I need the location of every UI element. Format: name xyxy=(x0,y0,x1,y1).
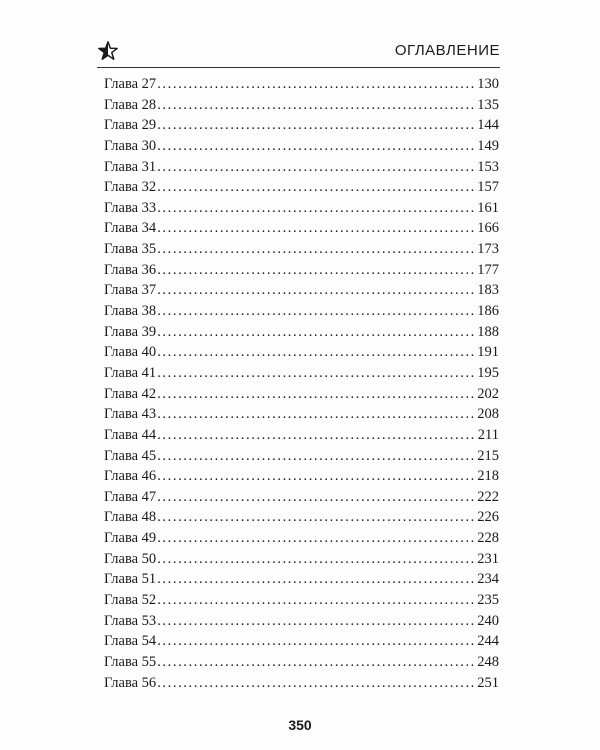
chapter-page-number: 234 xyxy=(477,571,499,588)
toc-entry xyxy=(104,569,499,590)
chapter-label: Глава 53 xyxy=(104,612,157,629)
chapter-label: Глава 46 xyxy=(104,468,157,485)
chapter-page-number: 183 xyxy=(477,282,499,299)
toc-entry xyxy=(104,631,499,652)
dot-leader xyxy=(157,95,476,116)
toc-entry xyxy=(104,404,499,425)
chapter-page-number: 208 xyxy=(477,406,499,423)
chapter-label: Глава 31 xyxy=(104,158,157,175)
toc-entry xyxy=(104,590,499,611)
chapter-page-number: 153 xyxy=(477,158,499,175)
chapter-label: Глава 41 xyxy=(104,364,157,381)
chapter-label: Глава 56 xyxy=(104,674,157,691)
dot-leader xyxy=(157,239,476,260)
chapter-page-number: 144 xyxy=(477,117,499,134)
toc-entry xyxy=(104,74,499,95)
chapter-label: Глава 36 xyxy=(104,261,157,278)
dot-leader xyxy=(157,404,476,425)
chapter-page-number: 130 xyxy=(477,76,499,92)
toc-entry xyxy=(104,363,499,384)
chapter-page-number: 215 xyxy=(477,447,499,464)
chapter-page-number: 173 xyxy=(477,241,499,258)
toc-entry xyxy=(104,652,499,673)
dot-leader xyxy=(157,487,476,508)
dot-leader xyxy=(157,260,476,281)
dot-leader xyxy=(157,673,476,694)
toc-entry xyxy=(104,611,499,632)
chapter-label: Глава 35 xyxy=(104,241,157,258)
dot-leader xyxy=(157,342,476,363)
chapter-page-number: 226 xyxy=(477,509,499,526)
toc-entry xyxy=(104,115,499,136)
dot-leader xyxy=(157,198,476,219)
chapter-page-number: 211 xyxy=(477,426,499,443)
dot-leader xyxy=(157,507,476,528)
toc-entry xyxy=(104,384,499,405)
star-icon xyxy=(97,40,119,62)
dot-leader xyxy=(157,177,476,198)
chapter-label: Глава 50 xyxy=(104,550,157,567)
chapter-label: Глава 32 xyxy=(104,179,157,196)
toc-entry xyxy=(104,446,499,467)
chapter-label: Глава 47 xyxy=(104,488,157,505)
dot-leader xyxy=(157,611,476,632)
toc-entry xyxy=(104,322,499,343)
chapter-label: Глава 45 xyxy=(104,447,157,464)
dot-leader xyxy=(157,652,476,673)
chapter-label: Глава 30 xyxy=(104,137,157,154)
chapter-page-number: 177 xyxy=(477,261,499,278)
page-header xyxy=(97,40,500,64)
chapter-label: Глава 29 xyxy=(104,117,157,134)
chapter-page-number: 251 xyxy=(477,674,499,691)
toc-entry xyxy=(104,549,499,570)
toc-entry xyxy=(104,218,499,239)
chapter-page-number: 161 xyxy=(477,199,499,216)
chapter-label: Глава 34 xyxy=(104,220,157,237)
dot-leader xyxy=(157,446,476,467)
dot-leader xyxy=(157,384,476,405)
chapter-label: Глава 48 xyxy=(104,509,157,526)
chapter-page-number: 195 xyxy=(477,364,499,381)
chapter-label: Глава 39 xyxy=(104,323,157,340)
dot-leader xyxy=(157,218,476,239)
toc-entry xyxy=(104,95,499,116)
chapter-label: Глава 52 xyxy=(104,592,157,609)
chapter-page-number: 228 xyxy=(477,530,499,547)
dot-leader xyxy=(157,322,476,343)
chapter-page-number: 202 xyxy=(477,385,499,402)
dot-leader xyxy=(157,549,476,570)
toc-entry xyxy=(104,342,499,363)
chapter-label: Глава 49 xyxy=(104,530,157,547)
toc-entry xyxy=(104,177,499,198)
dot-leader xyxy=(157,569,476,590)
toc-entry xyxy=(104,198,499,219)
chapter-label: Глава 38 xyxy=(104,303,157,320)
dot-leader xyxy=(157,363,476,384)
chapter-page-number: 188 xyxy=(477,323,499,340)
toc-entry xyxy=(104,280,499,301)
chapter-label: Глава 54 xyxy=(104,633,157,650)
chapter-label: Глава 28 xyxy=(104,96,157,113)
chapter-label: Глава 43 xyxy=(104,406,157,423)
chapter-page-number: 157 xyxy=(477,179,499,196)
toc-entry xyxy=(104,507,499,528)
chapter-label: Глава 55 xyxy=(104,653,157,670)
chapter-label: Глава 33 xyxy=(104,199,157,216)
dot-leader xyxy=(157,157,476,178)
toc-entry xyxy=(104,136,499,157)
chapter-label: Глава 51 xyxy=(104,571,157,588)
chapter-label: Глава 27 xyxy=(104,76,157,92)
toc-entry xyxy=(104,673,499,694)
chapter-page-number: 149 xyxy=(477,137,499,154)
dot-leader xyxy=(157,74,476,95)
toc-entry xyxy=(104,260,499,281)
chapter-page-number: 135 xyxy=(477,96,499,113)
chapter-page-number: 218 xyxy=(477,468,499,485)
dot-leader xyxy=(157,466,476,487)
toc-entry xyxy=(104,301,499,322)
header-divider xyxy=(97,67,500,68)
chapter-label: Глава 40 xyxy=(104,344,157,361)
toc-entry xyxy=(104,528,499,549)
chapter-page-number: 191 xyxy=(477,344,499,361)
chapter-page-number: 186 xyxy=(477,303,499,320)
chapter-label: Глава 42 xyxy=(104,385,157,402)
section-title: ОГЛАВЛЕНИЕ xyxy=(394,42,500,59)
dot-leader xyxy=(157,115,476,136)
chapter-page-number: 166 xyxy=(477,220,499,237)
toc-entry xyxy=(104,425,499,446)
chapter-page-number: 244 xyxy=(477,633,499,650)
chapter-page-number: 235 xyxy=(477,592,499,609)
chapter-label: Глава 37 xyxy=(104,282,157,299)
dot-leader xyxy=(157,301,476,322)
dot-leader xyxy=(157,590,476,611)
toc-entry xyxy=(104,487,499,508)
page-number: 350 xyxy=(288,717,312,733)
toc-entry xyxy=(104,157,499,178)
dot-leader xyxy=(157,425,477,446)
toc-entry xyxy=(104,466,499,487)
chapter-page-number: 240 xyxy=(477,612,499,629)
chapter-label: Глава 44 xyxy=(104,426,157,443)
chapter-page-number: 222 xyxy=(477,488,499,505)
chapter-page-number: 231 xyxy=(477,550,499,567)
table-of-contents xyxy=(104,74,499,693)
dot-leader xyxy=(157,631,476,652)
toc-entry xyxy=(104,239,499,260)
chapter-page-number: 248 xyxy=(477,653,499,670)
dot-leader xyxy=(157,280,476,301)
dot-leader xyxy=(157,528,476,549)
dot-leader xyxy=(157,136,476,157)
